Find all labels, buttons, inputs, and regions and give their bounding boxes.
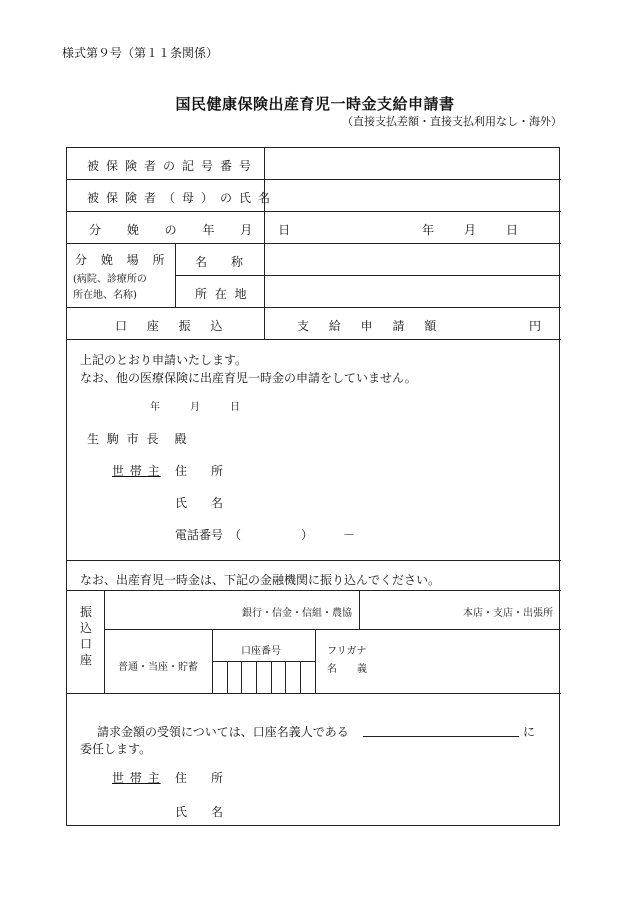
delegation-line-1-end: に: [523, 725, 536, 739]
insured-number-label: 被保険者の記号番号: [87, 159, 259, 173]
row-divider: [67, 590, 561, 591]
branch-types[interactable]: 本店・支店・出張所: [463, 608, 553, 619]
row-divider: [67, 560, 561, 561]
digit-box-divider: [300, 661, 301, 693]
delivery-date-label: 分 娩 の 年 月 日: [89, 223, 294, 237]
column-divider: [359, 590, 360, 629]
delivery-place-label-sub: (病院、診療所の: [73, 274, 147, 285]
application-form: [66, 147, 560, 826]
row-divider: [67, 211, 561, 212]
row-divider: [67, 243, 561, 244]
delegation-line-2: 委任します。: [80, 742, 152, 756]
delegate-name-blank[interactable]: [363, 736, 519, 737]
phone-number-label: 電話番号 （ ） －: [175, 528, 356, 542]
row-divider: [67, 339, 561, 340]
account-types[interactable]: 普通・当座・貯蓄: [118, 662, 198, 673]
form-reference: 様式第９号（第１１条関係）: [62, 46, 219, 60]
bank-transfer-label: 口 座 振 込: [115, 319, 226, 333]
document-subtitle: （直接支払差額・直接支払利用なし・海外）: [342, 115, 562, 128]
column-divider: [212, 629, 213, 693]
row-divider: [104, 629, 561, 630]
bank-side-label-2: 込: [80, 621, 93, 635]
bank-side-label-3: 口: [80, 637, 93, 651]
column-divider: [264, 307, 265, 339]
document-title: 国民健康保険出産育児一時金支給申請書: [175, 95, 455, 113]
digit-box-divider: [271, 661, 272, 693]
delegation-householder-label: 世 帯 主: [112, 771, 161, 785]
digit-box-divider: [227, 661, 228, 693]
delivery-place-label: 分 娩 場 所: [75, 253, 168, 267]
insured-number-field[interactable]: [265, 149, 560, 179]
bank-note: なお、出産育児一時金は、下記の金融機関に振り込んでください。: [80, 573, 441, 587]
column-divider: [104, 590, 105, 693]
delegation-name-label: 氏 名: [175, 805, 224, 819]
delivery-date-value[interactable]: 年 月 日: [422, 223, 521, 237]
householder-name-label: 氏 名: [175, 496, 224, 510]
column-divider: [264, 243, 265, 307]
addressee: 生 駒 市 長 殿: [87, 432, 189, 446]
bank-side-label-4: 座: [80, 653, 93, 667]
declaration-line-2: なお、他の医療保険に出産育児一時金の申請をしていません。: [80, 371, 417, 385]
institution-types[interactable]: 銀行・信金・信組・農協: [242, 608, 352, 619]
row-divider: [67, 307, 561, 308]
amount-label: 支 給 申 請 額: [297, 319, 440, 333]
declaration-line-1: 上記のとおり申請いたします。: [80, 353, 248, 367]
digit-box-divider: [241, 661, 242, 693]
application-date[interactable]: 年 月 日: [150, 402, 240, 413]
row-divider: [175, 275, 561, 276]
insured-name-label: 被保険者（母）の氏名: [87, 191, 278, 205]
row-divider: [67, 693, 561, 694]
delegation-address-label: 住 所: [175, 771, 224, 785]
insured-name-field[interactable]: [265, 180, 560, 210]
householder-address-label: 住 所: [175, 464, 224, 478]
place-address-label: 所 在 地: [195, 287, 249, 301]
amount-unit: 円: [529, 319, 542, 333]
column-divider: [175, 243, 176, 307]
delegation-line-1: 請求金額の受領については、口座名義人である: [97, 725, 349, 739]
delivery-place-label-sub: 所在地、名称): [73, 290, 137, 301]
place-name-label: 名 称: [195, 255, 244, 269]
account-number-label: 口座番号: [241, 646, 281, 657]
bank-side-label-1: 振: [80, 605, 93, 619]
householder-label: 世 帯 主: [112, 464, 161, 478]
digit-box-divider: [256, 661, 257, 693]
digit-box-divider: [285, 661, 286, 693]
column-divider: [315, 629, 316, 693]
holder-name-label: 名 義: [327, 664, 367, 675]
furigana-label: フリガナ: [327, 646, 367, 657]
